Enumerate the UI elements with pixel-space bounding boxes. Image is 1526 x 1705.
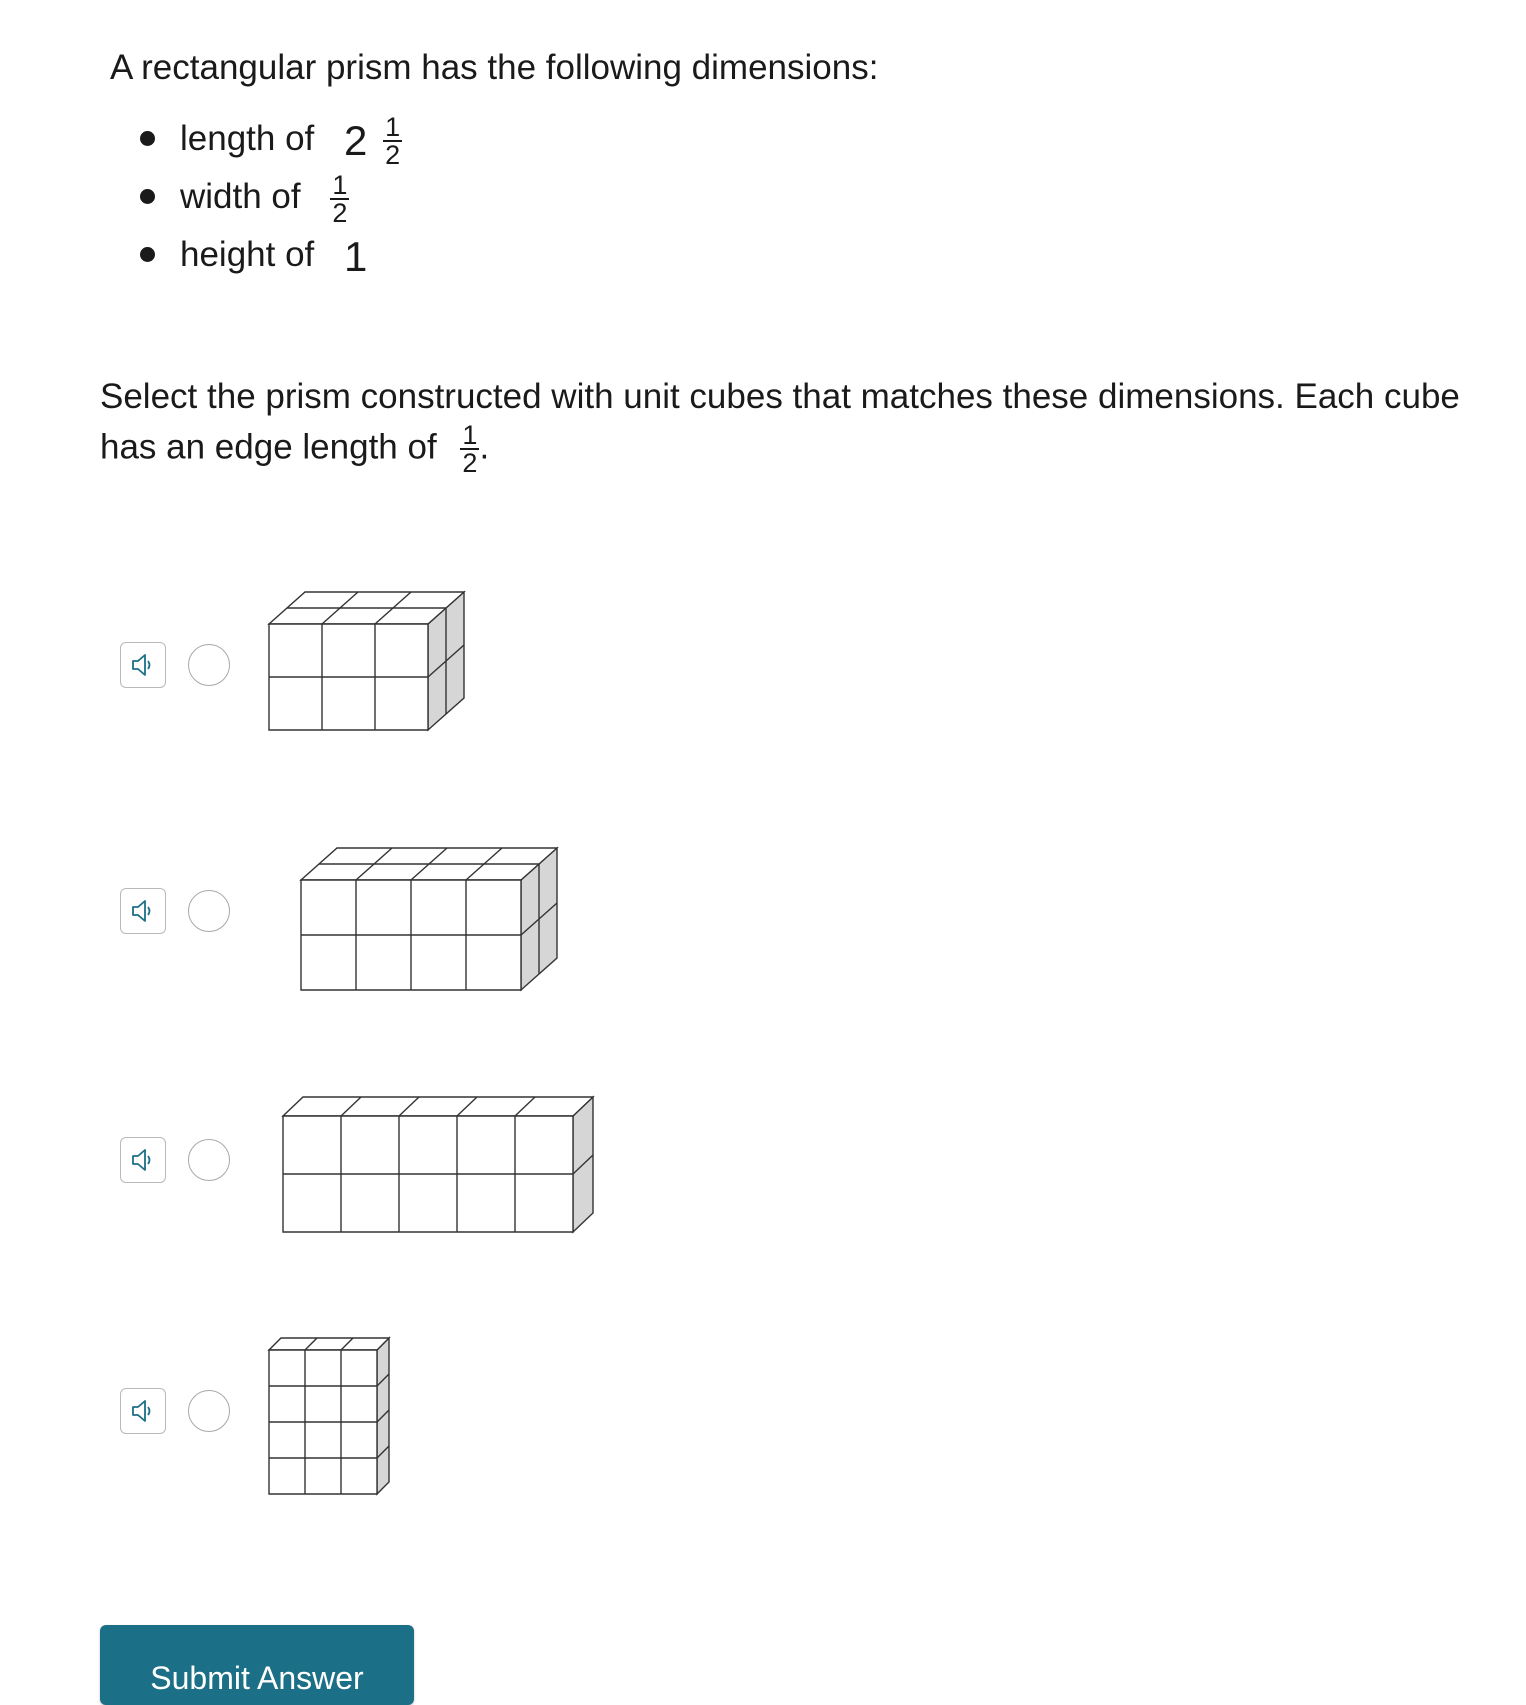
dimension-whole: 1 (344, 232, 368, 280)
dimension-fraction (330, 169, 349, 228)
question-intro: A rectangular prism has the following dimensions: (110, 48, 879, 87)
prompt-text: Select the prism constructed with unit cubes that matches these dimensions. Each cube has an edge length of (100, 377, 1460, 467)
question-prompt (100, 372, 1480, 476)
prism-5x2x1 (280, 1095, 620, 1245)
fraction-denominator: 2 (462, 448, 478, 478)
dimension-width (140, 168, 402, 226)
prism-4x2x2 (298, 845, 588, 1005)
radio-button[interactable] (188, 1390, 230, 1432)
radio-button[interactable] (188, 644, 230, 686)
audio-button[interactable] (120, 1137, 166, 1183)
audio-button[interactable] (120, 642, 166, 688)
speaker-icon (129, 897, 157, 925)
prism-top-face (269, 1338, 389, 1350)
dimension-whole: 2 (344, 116, 368, 164)
prism-3x2x2 (266, 590, 486, 750)
prism-3x4x1 (266, 1335, 416, 1505)
prompt-period: . (479, 427, 490, 467)
fraction-numerator: 1 (332, 169, 348, 200)
dimension-length (140, 110, 402, 168)
bullet (140, 189, 155, 204)
dimension-fraction (383, 111, 402, 170)
speaker-icon (129, 1146, 157, 1174)
fraction-numerator: 1 (385, 111, 401, 142)
dimension-label: height of (180, 235, 315, 274)
prism-top-face (283, 1097, 593, 1116)
radio-button[interactable] (188, 1139, 230, 1181)
audio-button[interactable] (120, 1388, 166, 1434)
radio-button[interactable] (188, 890, 230, 932)
fraction-numerator: 1 (462, 420, 478, 450)
bullet (140, 247, 155, 262)
dimension-height (140, 226, 402, 284)
fraction-denominator: 2 (385, 139, 401, 170)
prompt-fraction (460, 422, 479, 476)
audio-button[interactable] (120, 888, 166, 934)
fraction-denominator: 2 (332, 197, 348, 228)
dimension-label: width of (180, 177, 301, 216)
dimensions-list (140, 110, 402, 284)
submit-answer-button[interactable]: Submit Answer (100, 1625, 414, 1705)
bullet (140, 131, 155, 146)
speaker-icon (129, 651, 157, 679)
speaker-icon (129, 1397, 157, 1425)
dimension-label: length of (180, 119, 315, 158)
